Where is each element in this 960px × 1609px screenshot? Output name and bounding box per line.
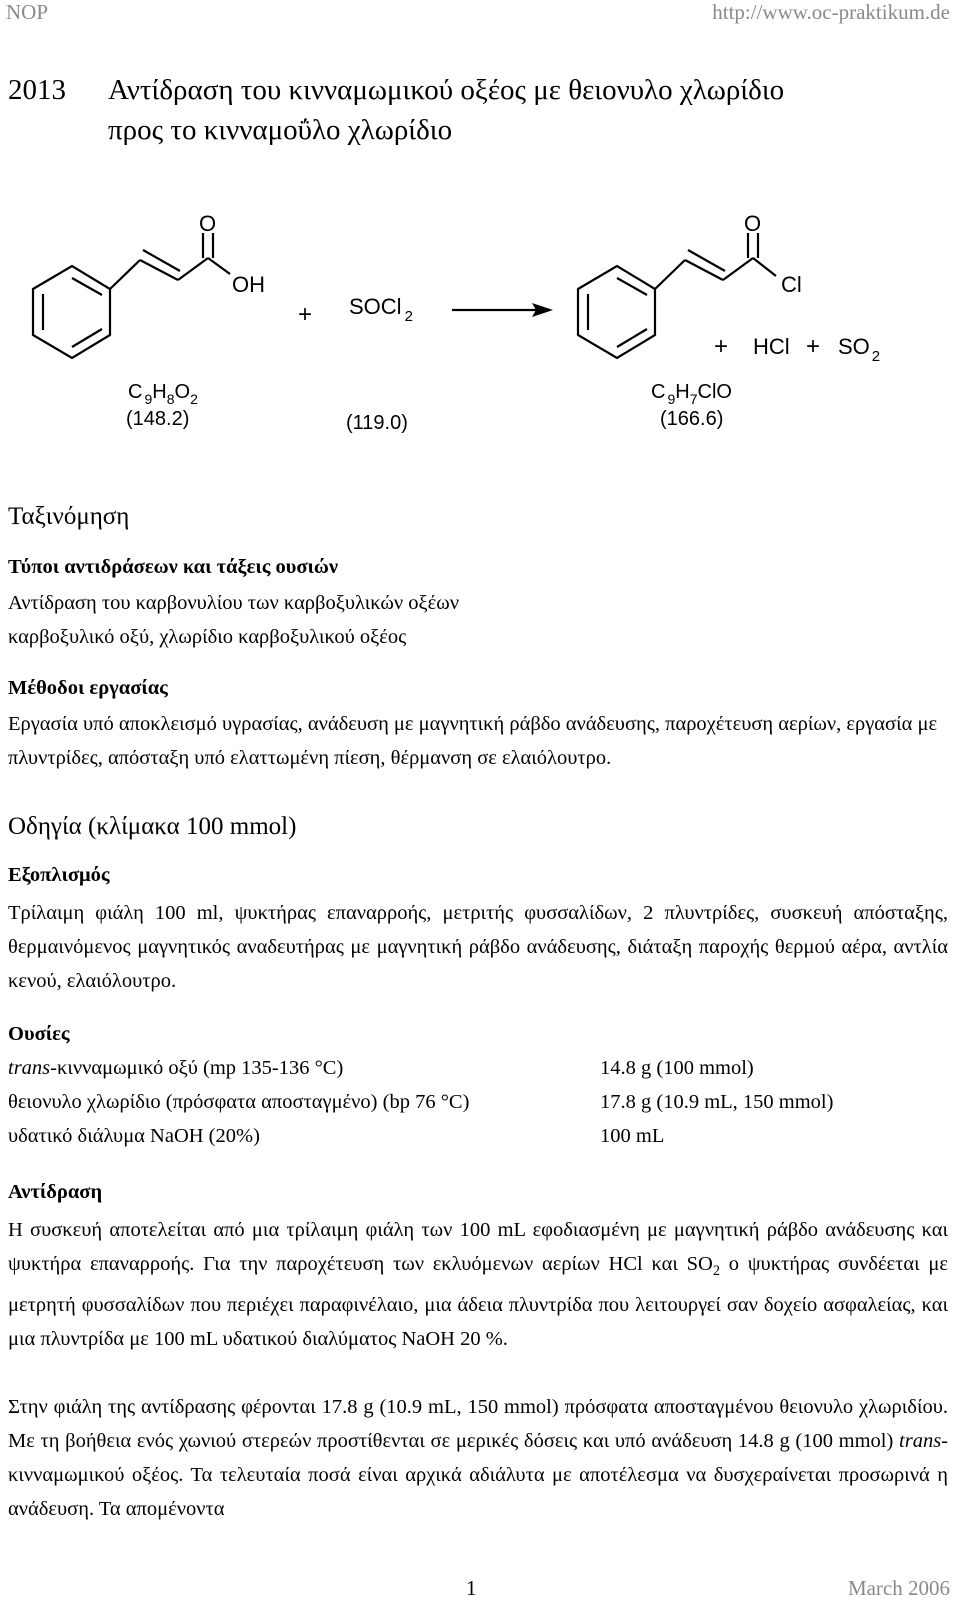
substance-row: υδατικό διάλυμα NaOH (20%) [8, 1125, 260, 1147]
substance-amount: 17.8 g (10.9 mL, 150 mmol) [600, 1091, 834, 1113]
reaction-scheme [0, 200, 960, 450]
plus-sign-3: + [806, 333, 821, 360]
formula-cinnamic-acid: C $_9H_8O_2$ [128, 381, 198, 407]
mw-thionyl-chloride: (119.0) [346, 412, 408, 434]
types-heading: Τύποι αντιδράσεων και τάξεις ουσιών [8, 556, 339, 578]
oh-label: OH [232, 272, 265, 297]
methods-heading: Μέθοδοι εργασίας [8, 677, 168, 699]
substance-row: θειονυλο χλωρίδιο (πρόσφατα αποσταγμένο) (bp 76 °C) [8, 1091, 470, 1113]
formula-cinnamoyl-chloride: C $_9H_7ClO$ [651, 381, 732, 407]
types-line1: Αντίδραση του καρβονυλίου των καρβοξυλικών οξέων [8, 592, 460, 614]
svg-text:SO2: SO $_2$ [838, 334, 881, 365]
cinnamoyl-chloride-structure [578, 233, 776, 358]
chlorine-label: Cl [781, 272, 802, 297]
so2-label: SO [838, 334, 870, 359]
reaction-paragraph-2: Στην φιάλη της αντίδρασης φέρονται 17.8 g (10.9 mL, 150 mmol) πρόσφατα αποσταγμένου θειονυλο χλωριδίου. Με τη βοήθεια ενός χωνιού στερεών προστίθενται σε μερικές δόσεις και υπό ανάδευση 14.8 g (100 mmol) trans-κινναμωμικού οξέος. Τα τελευταία ποσά είναι αρχικά αδιάλυτα με αποτέλεσμα να δυσχεραίνεται προσωρινά η ανάδευση. Τα απομένοντα [8, 1396, 948, 1520]
substance-amount: 14.8 g (100 mmol) [600, 1057, 754, 1079]
page-number: 1 [466, 1576, 477, 1600]
document-title [8, 70, 784, 150]
reaction-heading: Αντίδραση [8, 1181, 103, 1203]
equipment-text: Τρίλαιμη φιάλη 100 ml, ψυκτήρας επαναρροής, μετριτής φυσσαλίδων, 2 πλυντρίδες, συσκευή απόσταξης, θερμαινόμενος μαγνητικός αναδευτήρας με μαγνητική ράβδο ανάδευσης, διάταξη παροχής θερμού αέρα, αντλία κενού, ελαιόλουτρο. [8, 902, 948, 992]
title-number: 2013 [8, 74, 66, 106]
svg-text:SOCl2: SOCl $_2$ [349, 294, 413, 325]
plus-sign: + [298, 301, 313, 328]
reaction-paragraph-1: Η συσκευή αποτελείται από μια τρίλαιμη φιάλη των 100 mL εφοδιασμένη με μαγνητική ράβδο ανάδευσης και ψυκτήρα επαναρροής. Για την παροχέτευση των εκλυόμενων αερίων HCl και $SO_2$ ο ψυκτήρας συνδέεται με μετρητή φυσσαλίδων που περιέχει παραφινέλαιο, μια άδεια πλυντρίδα που λειτουργεί σαν δοχείο ασφαλείας, και μια πλυντρίδα με 100 mL υδατικού διαλύματος NaOH 20 %. [8, 1219, 948, 1351]
cinnamic-acid-structure [33, 233, 230, 358]
mw-cinnamic-acid: (148.2) [126, 408, 190, 430]
footer-date: March 2006 [847, 1576, 950, 1600]
oxygen-label-left: O [199, 211, 217, 236]
title-line2: προς το κινναμοΰλο χλωρίδιο [108, 114, 453, 146]
equipment-heading: Εξοπλισμός [8, 864, 110, 886]
substance-amount: 100 mL [600, 1125, 665, 1147]
plus-sign-2: + [714, 333, 729, 360]
types-line2: καρβοξυλικό οξύ, χλωρίδιο καρβοξυλικού οξέος [8, 626, 407, 648]
instruction-heading: Οδηγία (κλίμακα 100 mmol) [8, 813, 297, 840]
reaction-arrow [452, 303, 553, 317]
header-url: http://www.oc-praktikum.de [712, 0, 950, 24]
classification-heading: Ταξινόμηση [8, 503, 130, 530]
substances-heading: Ουσίες [8, 1023, 70, 1045]
title-line1: Αντίδραση του κινναμωμικού οξέος με θειονυλο χλωρίδιο [108, 74, 785, 106]
hcl-label: HCl [753, 334, 790, 359]
substance-row: trans-κινναμωμικό οξύ (mp 135-136 °C) [8, 1057, 344, 1079]
methods-text: Εργασία υπό αποκλεισμό υγρασίας, ανάδευση με μαγνητική ράβδο ανάδευσης, παροχέτευση αερίων, εργασία με πλυντρίδες, απόσταξη υπό ελαττωμένη πίεση, θέρμανση σε ελαιόλουτρο. [8, 713, 938, 769]
header-left: NOP [6, 0, 49, 24]
socl2-label: SOCl [349, 294, 402, 319]
mw-cinnamoyl-chloride: (166.6) [660, 408, 724, 430]
oxygen-label-right: O [744, 211, 762, 236]
